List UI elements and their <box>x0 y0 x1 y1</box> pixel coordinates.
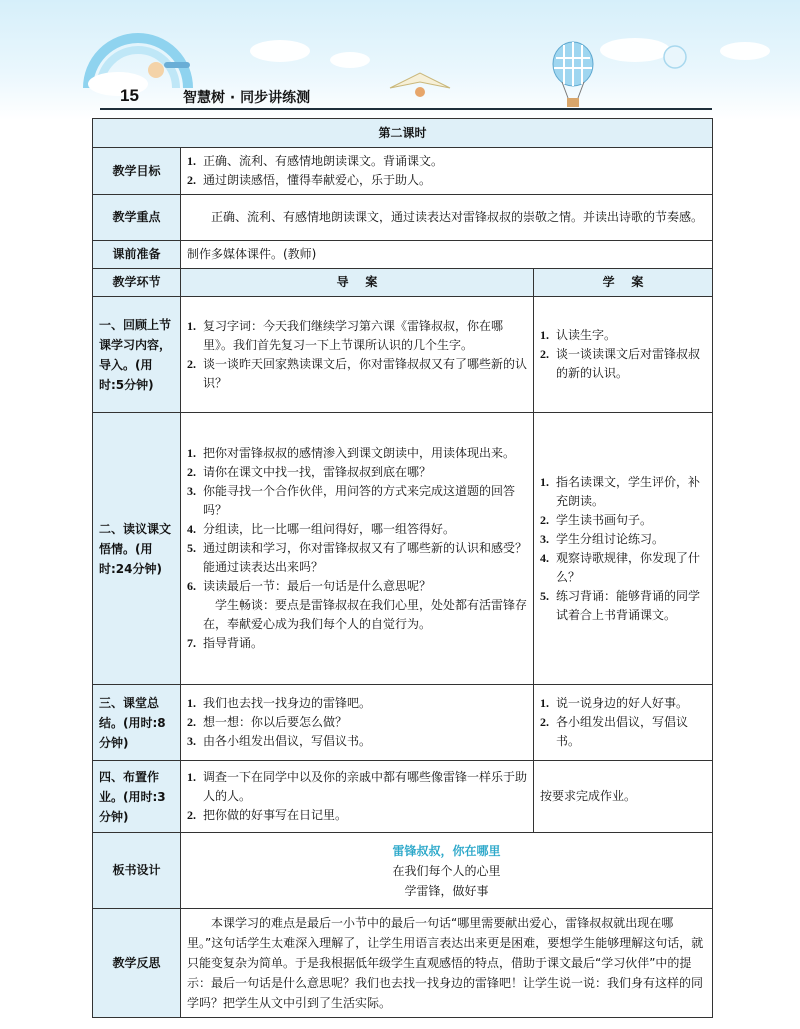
board-title: 雷锋叔叔，你在哪里 <box>392 843 501 858</box>
guide-item: 2. 谈一谈昨天回家熟读课文后，你对雷锋叔叔又有了哪些新的认识？ <box>187 356 528 390</box>
column-guide-header: 导 案 <box>181 269 534 297</box>
guide-item: 5. 通过朗读和学习，你对雷锋叔叔又有了哪些新的认识和感受？能通过读表达出来吗？ <box>187 541 528 574</box>
board-row <box>93 833 713 909</box>
stage-guide <box>181 413 534 685</box>
guide-item: 1. 把你对雷锋叔叔的感情渗入到课文朗读中，用读体现出来。 <box>187 446 516 460</box>
glider-icon <box>385 68 455 108</box>
guide-item: 7. 指导背诵。 <box>187 636 264 650</box>
sun-icon <box>662 44 688 70</box>
column-stage-header: 教学环节 <box>93 269 181 297</box>
stage-study: 按要求完成作业。 <box>534 761 713 833</box>
book-title: 智慧树 · 同步讲练测 <box>183 90 311 106</box>
page-number: 15 <box>120 86 139 105</box>
board-line: 学雷锋，做好事 <box>404 883 489 898</box>
guide-item: 2. 想一想：你以后要怎么做？ <box>187 715 348 729</box>
guide-item: 3. 由各小组发出倡议，写倡议书。 <box>187 734 372 748</box>
table-title: 第二课时 <box>93 119 713 148</box>
stage-label: 四、布置作业。(用时:3分钟) <box>93 761 181 833</box>
study-item: 1. 说一说身边的好人好事。 <box>540 696 689 710</box>
stage-study <box>534 413 713 685</box>
guide-item: 6. 读读最后一节：最后一句话是什么意思呢？ <box>187 579 432 593</box>
reflection-text: 本课学习的难点是最后一小节中的最后一句话“哪里需要献出爱心，雷锋叔叔就出现在哪里。”这句话学生太难深入理解了，让学生用语言表达出来更是困难，要想学生能够理解这句话，就只能变复杂为简单。于是我根据低年级学生直观感悟的特点，借助于课文最后“学习伙伴”中的提示：最后一句话是什么意思呢？我们也去找一找身边的雷锋吧！让学生说一说：我们身有这样的同学吗？把学生从文中引到了生活实际。 <box>181 909 713 1018</box>
study-item: 1. 指名读课文，学生评价，补充朗读。 <box>540 474 701 508</box>
prep-text: 制作多媒体课件。(教师) <box>181 241 713 269</box>
cloud-decoration <box>600 38 670 62</box>
goal-item: 1. 正确、流利、有感情地朗读课文。背诵课文。 <box>187 154 444 168</box>
study-item: 4. 观察诗歌规律，你发现了什么？ <box>540 550 701 584</box>
goals-content <box>181 148 713 195</box>
study-item: 2. 各小组发出倡议，写倡议书。 <box>540 715 689 748</box>
study-item: 3. 学生分组讨论练习。 <box>540 531 665 546</box>
header-divider <box>100 108 712 110</box>
guide-item: 3. 你能寻找一个合作伙伴，用问答的方式来完成这道题的回答吗？ <box>187 484 516 517</box>
column-header-row <box>93 269 713 297</box>
table-title-row <box>93 119 713 148</box>
guide-item: 1. 我们也去找一找身边的雷锋吧。 <box>187 696 372 710</box>
study-item: 2. 学生读书画句子。 <box>540 512 653 527</box>
guide-item: 2. 把你做的好事写在日记里。 <box>187 808 348 822</box>
study-item: 1. 认读生字。 <box>540 328 617 342</box>
prep-row <box>93 241 713 269</box>
cloud-decoration <box>250 40 310 62</box>
stage-guide <box>181 685 534 761</box>
study-item: 5. 练习背诵：能够背诵的同学试着合上书背诵课文。 <box>540 588 701 622</box>
reflection-label: 教学反思 <box>93 909 181 1018</box>
stage-row <box>93 413 713 685</box>
stage-label: 二、读议课文悟情。(用时:24分钟) <box>93 413 181 685</box>
goals-label: 教学目标 <box>93 148 181 195</box>
guide-item: 2. 请你在课文中找一找，雷锋叔叔到底在哪？ <box>187 465 432 479</box>
guide-note: 学生畅谈：要点是雷锋叔叔在我们心里，处处都有活雷锋存在，奉献爱心成为我们每个人的自觉行为。 <box>203 598 528 631</box>
hot-air-balloon-icon <box>548 40 598 110</box>
cloud-decoration <box>720 42 770 60</box>
focus-text: 正确、流利、有感情地朗读课文，通过读表达对雷锋叔叔的崇敬之情。并读出诗歌的节奏感。 <box>181 195 713 241</box>
stage-label: 三、课堂总结。(用时:8分钟) <box>93 685 181 761</box>
stage-guide <box>181 761 534 833</box>
stage-study <box>534 297 713 413</box>
reflection-row <box>93 909 713 1018</box>
stage-guide <box>181 297 534 413</box>
stage-label: 一、回顾上节课学习内容，导入。(用时:5分钟) <box>93 297 181 413</box>
goal-item: 2. 通过朗读感悟，懂得奉献爱心，乐于助人。 <box>187 173 432 187</box>
study-item: 2. 谈一谈读课文后对雷锋叔叔的新的认识。 <box>540 347 701 380</box>
guide-item: 1. 复习字词：今天我们继续学习第六课《雷锋叔叔，你在哪里》。我们首先复习一下上节课所认识的几个生字。 <box>187 318 504 352</box>
lesson-plan-table <box>92 118 713 1018</box>
guide-item: 4. 分组读，比一比哪一组问得好，哪一组答得好。 <box>187 522 456 536</box>
stage-row <box>93 761 713 833</box>
prep-label: 课前准备 <box>93 241 181 269</box>
cloud-decoration <box>330 52 370 68</box>
focus-row <box>93 195 713 241</box>
stage-row <box>93 685 713 761</box>
guide-item: 1. 调查一下在同学中以及你的亲戚中都有哪些像雷锋一样乐于助人的人。 <box>187 770 528 803</box>
stage-study <box>534 685 713 761</box>
board-design <box>181 833 713 909</box>
goals-row <box>93 148 713 195</box>
board-label: 板书设计 <box>93 833 181 909</box>
board-line: 在我们每个人的心里 <box>392 863 501 878</box>
stage-row <box>93 297 713 413</box>
focus-label: 教学重点 <box>93 195 181 241</box>
column-study-header: 学 案 <box>534 269 713 297</box>
